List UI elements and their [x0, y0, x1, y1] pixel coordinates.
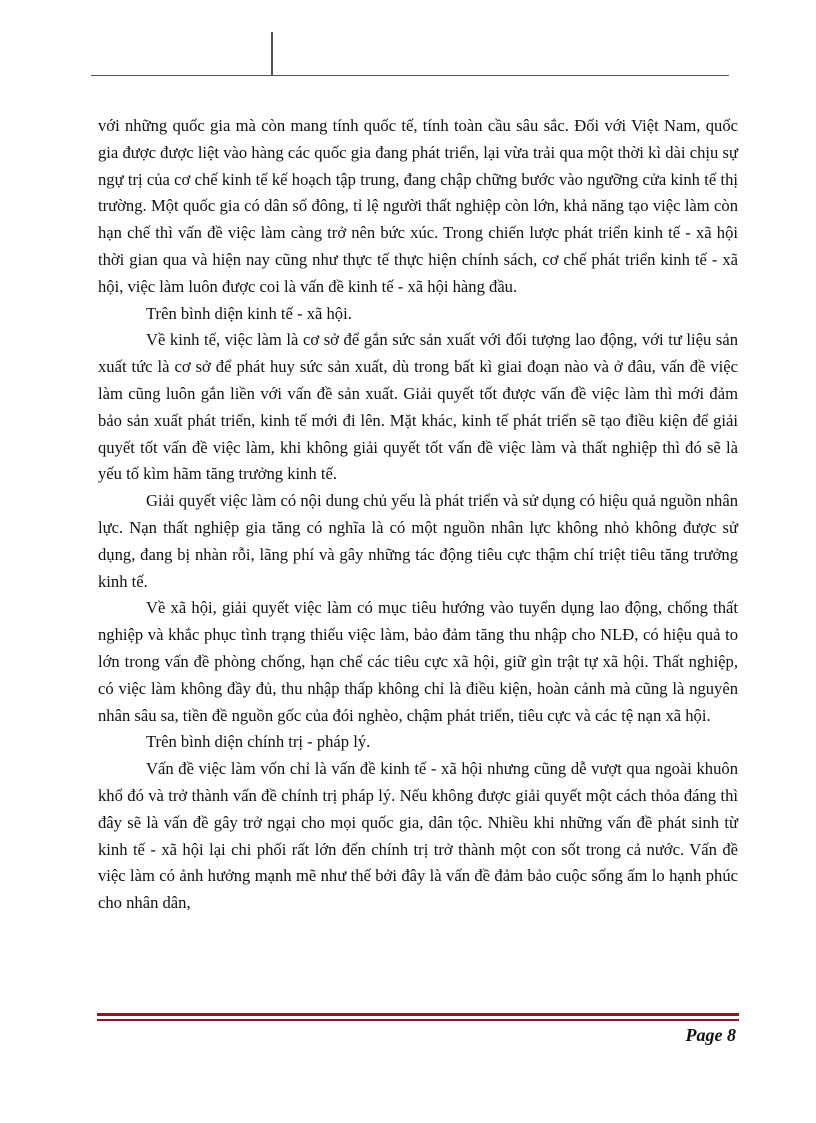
- paragraph: Giải quyết việc làm có nội dung chủ yếu là phát triển và sử dụng có hiệu quả nguồn nhân lực. Nạn thất nghiệp gia tăng có nghĩa là có một nguồn nhân lực không nhỏ không được sử dụng, đang bị nhàn rỗi, lãng phí và gây những tác động tiêu cực thậm chí triệt tiêu tăng trưởng kinh tế.: [98, 491, 738, 591]
- paragraph: Về xã hội, giải quyết việc làm có mục tiêu hướng vào tuyển dụng lao động, chống thất nghiệp và khắc phục tình trạng thiếu việc làm, bảo đảm tăng thu nhập cho NLĐ, có hiệu quả to lớn trong vấn đề phòng chống, hạn chế các tiêu cực xã hội, giữ gìn trật tự xã hội. Thất nghiệp, có việc làm không đầy đủ, thu nhập thấp không chỉ là điều kiện, hoàn cảnh mà cũng là nguyên nhân sâu sa, tiền đề nguồn gốc của đói nghèo, chậm phát triển, tiêu cực và các tệ nạn xã hội.: [98, 598, 738, 725]
- header-divider-tick: [271, 32, 273, 75]
- paragraph: Về kinh tế, việc làm là cơ sở để gắn sức sản xuất với đối tượng lao động, với tư liệu sản xuất tức là cơ sở để phát huy sức sản xuất, dù trong bất kì giai đoạn nào và ở đâu, vấn đề việc làm cũng luôn gắn liền với vấn đề sản xuất. Giải quyết tốt được vấn đề việc làm thì mới đảm bảo sản xuất phát triển, kinh tế mới đi lên. Mặt khác, kinh tế phát triển sẽ tạo điều kiện để giải quyết tốt vấn đề việc làm, khi không giải quyết tốt vấn đề việc làm và thất nghiệp thì đó sẽ là yếu tố kìm hãm tăng trưởng kinh tế.: [98, 330, 738, 484]
- section-heading-socioeconomic: Trên bình diện kinh tế - xã hội.: [146, 303, 352, 323]
- section-heading-political-legal: Trên bình diện chính trị - pháp lý.: [146, 732, 371, 752]
- footer-rule-thick: [97, 1013, 739, 1016]
- paragraph: Vấn đề việc làm vốn chỉ là vấn đề kinh tế - xã hội nhưng cũng dễ vượt qua ngoài khuôn khổ đó và trở thành vấn đề chính trị pháp lý. Nếu không được giải quyết một cách thỏa đáng thì đây sẽ là vấn đề gây trở ngại cho mọi quốc gia, dân tộc. Nhiều khi những vấn đề phát sinh từ kinh tế - xã hội lại chi phối rất lớn đến chính trị trở thành một con sốt trong cả nước. Vấn đề việc làm có ảnh hưởng mạnh mẽ như thế bởi đây là vấn đề đảm bảo cuộc sống ấm lo hạnh phúc cho nhân dân,: [98, 759, 738, 913]
- page-number: Page 8: [685, 1025, 736, 1045]
- footer-rule-thin: [97, 1019, 739, 1021]
- document-body: [98, 113, 738, 917]
- paragraph: với những quốc gia mà còn mang tính quốc tế, tính toàn cầu sâu sắc. Đối với Việt Nam, quốc gia được được liệt vào hàng các quốc gia đang phát triển, lại vừa trải qua một thời kì dài chịu sự ngự trị của cơ chế kinh tế kế hoạch tập trung, đang chập chững bước vào ngưỡng cửa kinh tế thị trường. Một quốc gia có dân số đông, tỉ lệ người thất nghiệp còn lớn, khả năng tạo việc làm còn hạn chế thì vấn đề việc làm càng trở nên bức xúc. Trong chiến lược phát triển kinh tế - xã hội thời gian qua và hiện nay cũng như thực tế thực hiện chính sách, cơ chế phát triển kinh tế - xã hội, việc làm luôn được coi là vấn đề kinh tế - xã hội hàng đầu.: [98, 116, 738, 296]
- header-rule: [91, 75, 729, 76]
